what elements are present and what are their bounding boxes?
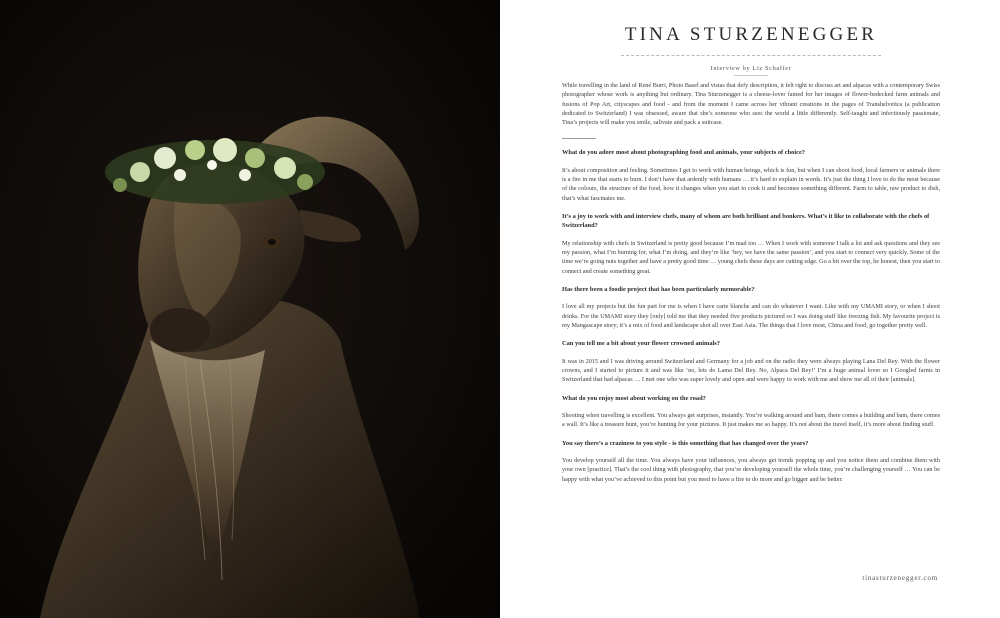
question: What do you adore most about photographing food and animals, your subjects of choice? bbox=[562, 149, 805, 157]
question: Has there been a foodie project that has been particularly memorable? bbox=[562, 286, 755, 294]
byline-rule bbox=[734, 75, 768, 76]
answer: You develop yourself all the time. You always have your influences, you always get trends popping up and you notice them and combine them with your own [practice]. That’s the cool thing with photography, that you’re developing yourself the whole time, you’re challenging yourself … You can be happy with what you’ve achieved to this point but you need to have a fire to do more and go bigger and be better. bbox=[562, 457, 940, 483]
answer: My relationship with chefs in Switzerland is pretty good because I’m mad too … When I work with someone I talk a lot and ask questions and they see my passion, what I’m burning for, what I’m doing, and they’re like ‘hey, we have the same passion’, and you start to connect very quickly. Some of the time we’re going nuts together and have a pretty good time … young chefs these days are cutting edge. Go a bit over the top, be honest, then you start to connect and create something great. bbox=[562, 239, 940, 275]
byline: Interview by Liz Schaffer bbox=[710, 65, 792, 72]
question: What do you enjoy most about working on the road? bbox=[562, 394, 706, 402]
interview-page bbox=[500, 0, 1000, 618]
answer: Shooting when travelling is excellent. You always get surprises, instantly. You’re walking around and bam, there comes a building and bam, there comes a wall. It’s like a treasure hunt, you’re hunting for your pictures. It just makes me so happy. It’s not about the travel itself, it’s more about finding stuff. bbox=[562, 412, 940, 429]
intro-paragraph: While travelling in the land of René Burri, Photo Basel and vistas that defy description, it felt right to discuss art and alpacas with a contemporary Swiss photographer whose work is anything but ordinary. Tina Sturzenegger is a cheese-lover famed for her images of flower-bedecked farm animals and fusions of Pop Art, cityscapes and food - and from the moment I came across her vibrant creations in the pages of Transhelvetica (a publication dedicated to Switzerland) I was obsessed, aware that she’s someone who sees the world a little differently. Self-taught and infectiously passionate, Tina’s projects will make you smile, salivate and pack a suitcase. bbox=[562, 82, 940, 127]
answer: It was in 2015 and I was driving around Switzerland and Germany for a job and on the radio they were always playing Lana Del Rey. With the flower crowns, and I started to picture it and was like ‘no, lets do Lama Del Rey. No, Alpaca Del Rey!’ I’m a huge animal lover so I Googled farms in Switzerland that had alpacas … I met one who was super lovely and open and were happy to work with me and show me all of their [animals]. bbox=[562, 357, 940, 384]
interview-content bbox=[562, 0, 940, 484]
section-divider bbox=[562, 138, 596, 139]
answer: I love all my projects but the fun part for me is when I have carte blanche and can do whatever I want. Like with my UMAMI story, or when I shoot drinks. For the UMAMI story they [only] told me that they needed five products pictured so I was doing stuff like freezing fish. My favourite project is my Mangascape story; it’s a mix of food and landscape shot all over East Asia. The things that I love most, China and food, go together pretty well. bbox=[562, 303, 940, 330]
dotted-divider bbox=[621, 55, 881, 56]
answer: It’s about composition and feeling. Sometimes I get to work with human beings, which is fun, but when I can shoot food, local farmers or animals there is a fire in me that starts to burn. I don’t have that ardently with humans … it’s hard to explain in words. It’s just the thing I love to do the most because of the colours, the structure of the food, how it changes when you start to cook it and becomes something different. Farm to table, raw product to dish, that’s what fascinates me. bbox=[562, 166, 940, 202]
website-link[interactable]: tinasturzenegger.com bbox=[862, 574, 938, 582]
question: Can you tell me a bit about your flower crowned animals? bbox=[562, 340, 720, 348]
question: It’s a joy to work with and interview chefs, many of whom are both brilliant and bonkers. What’s it like to collaborate with the chefs of Switzerland? bbox=[562, 213, 930, 230]
qa-section bbox=[562, 148, 940, 483]
question: You say there’s a craziness to you style - is this something that has changed over the years? bbox=[562, 439, 809, 447]
page-title: TINA STURZENEGGER bbox=[624, 24, 878, 45]
